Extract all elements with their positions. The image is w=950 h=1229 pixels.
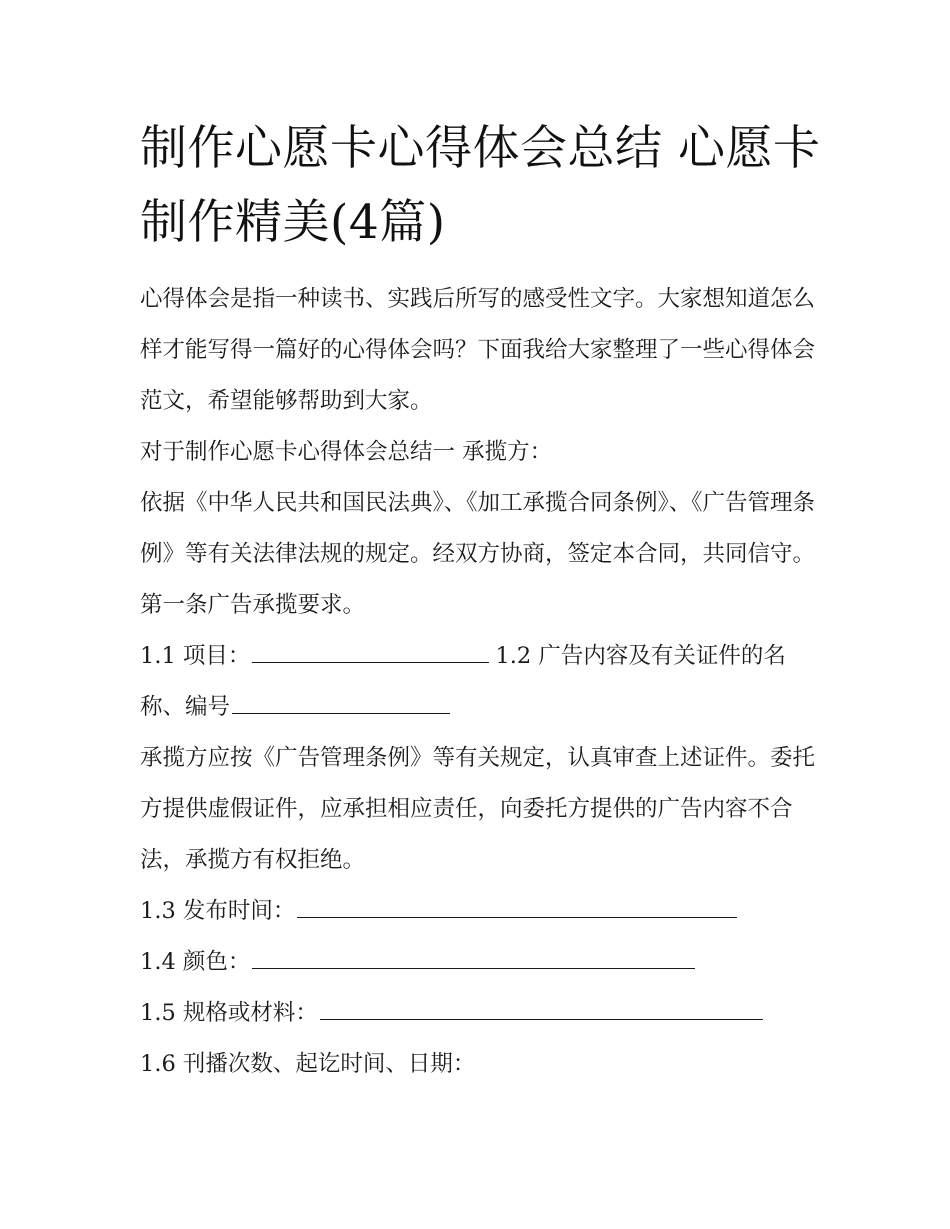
item-1-3-blank [297, 893, 737, 918]
item-1-5-blank [320, 995, 763, 1020]
review-paragraph: 承揽方应按《广告管理条例》等有关规定，认真审查上述证件。委托方提供虚假证件，应承担相应责任，向委托方提供的广告内容不合法，承揽方有权拒绝。 [140, 745, 816, 873]
item-1-1-blank [252, 638, 489, 663]
item-1-1-label: 1.1 项目： [140, 643, 251, 669]
item-1-2-label: 1.2 广告内容及有关证件的名称、编号 [140, 643, 786, 720]
item-1-6-paragraph: 1.6 刊播次数、起讫时间、日期： [140, 1051, 476, 1077]
item-1-5-paragraph [140, 988, 820, 1039]
item-1-4-label: 1.4 颜色： [140, 949, 251, 975]
document-body [140, 274, 820, 1090]
document-title: 制作心愿卡心得体会总结 心愿卡制作精美(4篇) [140, 121, 821, 250]
item-1-4-blank [252, 944, 695, 969]
item-1-2-blank [232, 689, 450, 714]
section-heading: 对于制作心愿卡心得体会总结一 承揽方： [140, 439, 553, 465]
item-1-5-label: 1.5 规格或材料： [140, 1000, 318, 1026]
intro-paragraph: 心得体会是指一种读书、实践后所写的感受性文字。大家想知道怎么样才能写得一篇好的心得体会吗？下面我给大家整理了一些心得体会范文，希望能够帮助到大家。 [140, 286, 816, 414]
item-1-4-paragraph [140, 937, 820, 988]
item-1-3-paragraph [140, 886, 820, 937]
basis-paragraph: 依据《中华人民共和国民法典》、《加工承揽合同条例》、《广告管理条例》等有关法律法规的规定。经双方协商，签定本合同，共同信守。 第一条广告承揽要求。 [140, 490, 816, 618]
item-1-1-1-2-paragraph [140, 631, 820, 733]
item-1-3-label: 1.3 发布时间： [140, 898, 296, 924]
